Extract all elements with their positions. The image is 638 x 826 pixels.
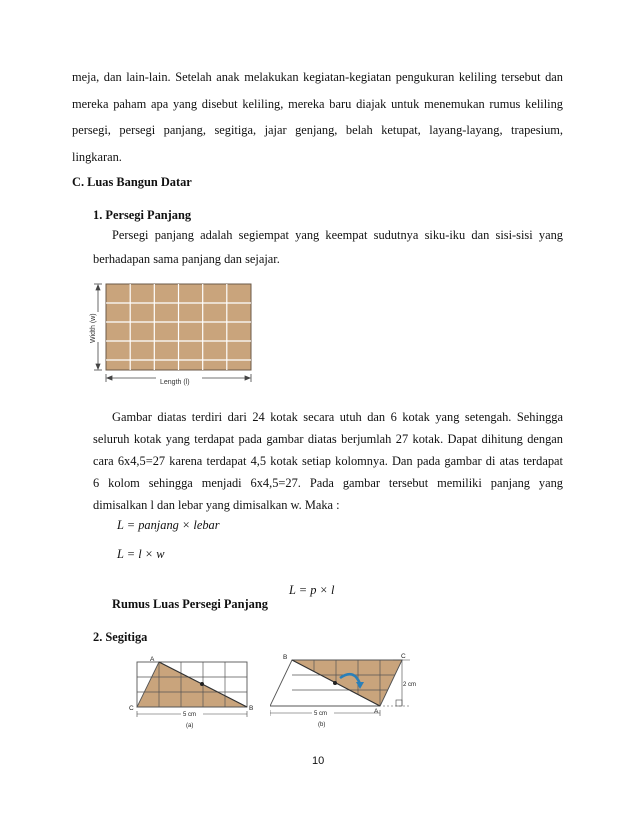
rumus-label: Rumus Luas Persegi Panjang	[112, 597, 268, 611]
page-number: 10	[312, 755, 325, 767]
triangle-figure-a	[125, 652, 260, 730]
fig-a-dim: 5 cm	[183, 712, 197, 718]
fig-b-vertex-c: C	[401, 653, 406, 660]
intro-line-1: meja, dan lain-lain. Setelah anak melakukan kegiatan-kegiatan pengukuran keliling tersebut dan	[72, 70, 563, 84]
length-label: Length (l)	[160, 379, 190, 386]
fig-b-height: 2 cm	[403, 682, 417, 688]
formula-l-w: L = l × w	[117, 547, 165, 561]
intro-line-2: mereka paham apa yang disebut keliling, mereka baru diajak untuk menemukan rumus keliling	[72, 97, 563, 111]
fig-b-vertex-b: B	[283, 654, 288, 661]
persegi-panjang-def-line-1: Persegi panjang adalah segiempat yang keempat sudutnya siku-iku dan sisi-sisi yang	[112, 228, 563, 242]
fig-b-dim: 5 cm	[314, 711, 328, 717]
intro-line-3: persegi, persegi panjang, segitiga, jajar genjang, belah ketupat, layang-layang, trapesium,	[72, 123, 563, 137]
fig-b-caption: (b)	[318, 722, 326, 728]
persegi-panjang-heading: 1. Persegi Panjang	[93, 208, 192, 222]
fig-a-caption: (a)	[186, 723, 194, 729]
formula-p-l: L = p × l	[289, 583, 335, 597]
segitiga-heading: 2. Segitiga	[93, 630, 148, 644]
expl-line-4: 6 kolom sehingga menjadi 6x4,5=27. Pada gambar tersebut memiliki panjang yang	[93, 476, 563, 490]
width-label: Width (w)	[90, 313, 97, 343]
expl-line-1: Gambar diatas terdiri dari 24 kotak secara utuh dan 6 kotak yang setengah. Sehingga	[112, 410, 563, 424]
formula-panjang-lebar: L = panjang × lebar	[117, 518, 220, 532]
expl-line-5: dimisalkan l dan lebar yang dimisalkan w. Maka :	[93, 498, 340, 512]
fig-a-vertex-a: A	[150, 656, 155, 663]
expl-line-2: seluruh kotak yang terdapat pada gambar diatas berjumlah 27 kotak. Dapat dihitung dengan	[93, 432, 563, 446]
fig-a-vertex-c: C	[129, 705, 134, 712]
triangle-figure-b	[270, 650, 420, 730]
section-heading: C. Luas Bangun Datar	[72, 175, 192, 189]
expl-line-3: cara 6x4,5=27 karena terdapat 4,5 kotak setiap kolomnya. Dan pada gambar di atas terdapat	[93, 454, 563, 468]
intro-line-4: lingkaran.	[72, 150, 122, 164]
rectangle-figure	[84, 279, 256, 391]
fig-a-vertex-b: B	[249, 705, 254, 712]
fig-b-vertex-a: A	[374, 708, 379, 715]
persegi-panjang-def-line-2: berhadapan sama panjang dan sejajar.	[93, 252, 280, 266]
